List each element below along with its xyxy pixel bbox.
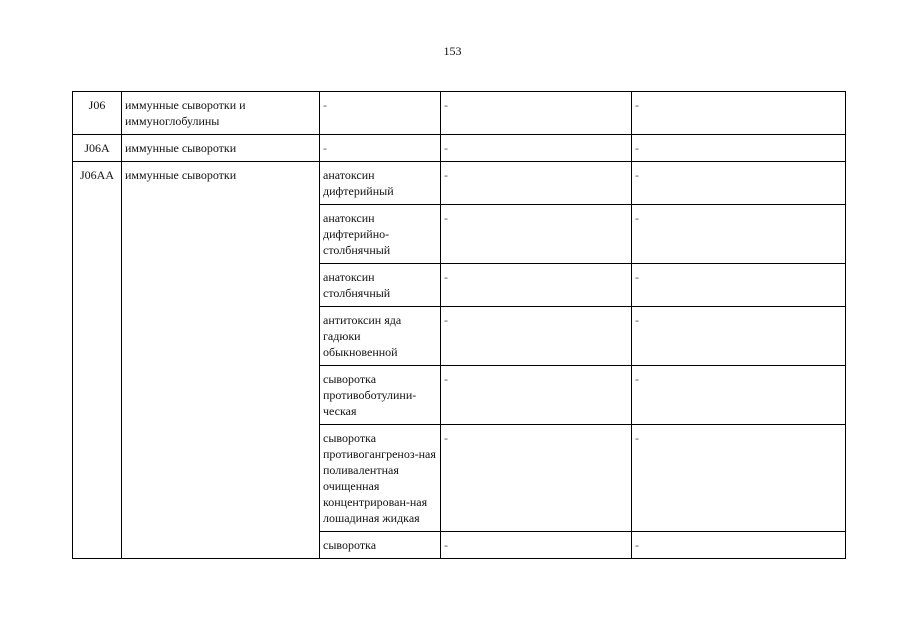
atc-code-cell: J06 [73,92,122,135]
drug-classification-table [72,91,846,559]
dosage-form-cell: - [441,532,632,559]
drug-name-cell: - [320,92,441,135]
dosage-form-cell-2: - [632,92,846,135]
dosage-form-cell: - [441,366,632,425]
dosage-form-cell-2: - [632,366,846,425]
dosage-form-cell-2: - [632,425,846,532]
dosage-form-cell: - [441,135,632,162]
drug-name-cell: анатоксин столбнячный [320,264,441,307]
dosage-form-cell: - [441,307,632,366]
dosage-form-cell: - [441,264,632,307]
drug-name-cell: сыворотка противогангреноз-ная поливалентная очищенная концентрирован-ная лошадиная жидкая [320,425,441,532]
drug-name-cell: антитоксин яда гадюки обыкновенной [320,307,441,366]
table-row [73,162,846,205]
group-name-cell: иммунные сыворотки [122,135,320,162]
atc-code-cell: J06AA [73,162,122,559]
atc-code-cell: J06A [73,135,122,162]
drug-name-cell: анатоксин дифтерийно-столбнячный [320,205,441,264]
dosage-form-cell-2: - [632,205,846,264]
drug-name-cell: - [320,135,441,162]
dosage-form-cell: - [441,92,632,135]
table-row [73,135,846,162]
group-name-cell: иммунные сыворотки [122,162,320,559]
page-number: 153 [443,44,462,58]
dosage-form-cell: - [441,425,632,532]
group-name-cell: иммунные сыворотки и иммуноглобулины [122,92,320,135]
dosage-form-cell-2: - [632,307,846,366]
dosage-form-cell: - [441,162,632,205]
table-row [73,92,846,135]
dosage-form-cell-2: - [632,135,846,162]
drug-name-cell: анатоксин дифтерийный [320,162,441,205]
dosage-form-cell-2: - [632,532,846,559]
dosage-form-cell: - [441,205,632,264]
dosage-form-cell-2: - [632,162,846,205]
drug-name-cell: сыворотка [320,532,441,559]
drug-name-cell: сыворотка противоботулини-ческая [320,366,441,425]
dosage-form-cell-2: - [632,264,846,307]
